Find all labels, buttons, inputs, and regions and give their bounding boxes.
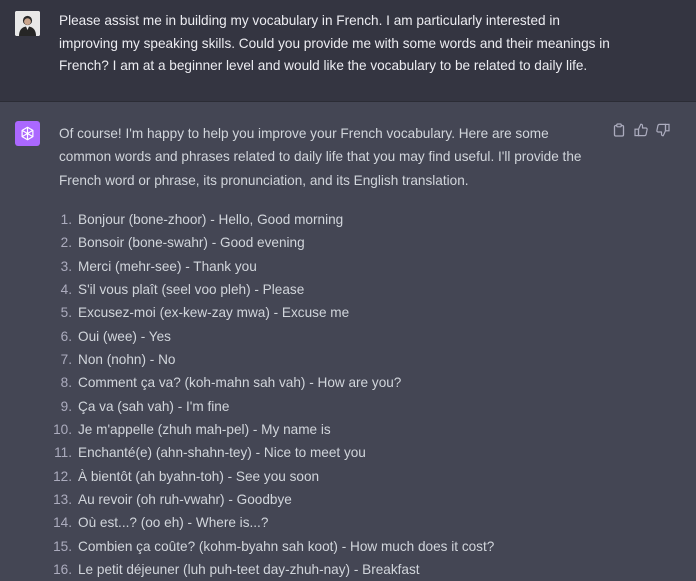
list-item-number: 2.	[60, 235, 72, 251]
user-message-text: Please assist me in building my vocabulary in French. I am particularly interested in improving my speaking skills. Could you provide me with some words and their meanings in French? I am at a beginner level and would like the vocabulary to be related to daily life.	[59, 13, 610, 73]
assistant-intro-text: Of course! I'm happy to help you improve your French vocabulary. Here are some common words and phrases related to daily life that you may find useful. I'll provide the French word or phrase, its pronunciation, and its English translation.	[59, 126, 582, 188]
list-item-text: Ça va (sah vah) - I'm fine	[78, 398, 230, 414]
list-item-number: 10.	[53, 421, 72, 437]
list-item-number: 15.	[53, 538, 72, 554]
list-item-number: 1.	[60, 212, 72, 227]
list-item-text: Excusez-moi (ex-kew-zay mwa) - Excuse me	[78, 305, 350, 321]
assistant-message	[0, 102, 696, 580]
user-avatar	[15, 11, 40, 36]
list-item-number: 5.	[60, 305, 72, 321]
list-item-text: Bonsoir (bone-swahr) - Good evening	[78, 235, 305, 251]
openai-logo-glyph	[19, 125, 36, 142]
message-actions	[611, 122, 671, 138]
user-message	[0, 0, 696, 102]
list-item-number: 4.	[60, 281, 72, 297]
list-item-text: Comment ça va? (koh-mahn sah vah) - How are you?	[78, 375, 402, 391]
list-item-text: Combien ça coûte? (kohm-byahn sah koot) - How much does it cost?	[78, 538, 495, 554]
list-item-text: Au revoir (oh ruh-vwahr) - Goodbye	[78, 491, 292, 507]
list-item-text: Enchanté(e) (ahn-shahn-tey) - Nice to meet you	[78, 445, 366, 461]
list-item-number: 14.	[53, 515, 72, 531]
list-item-text: Merci (mehr-see) - Thank you	[78, 258, 257, 274]
list-item-text: S'il vous plaît (seel voo pleh) - Please	[78, 281, 305, 297]
list-item-number: 9.	[60, 398, 72, 414]
list-item-number: 7.	[60, 351, 72, 367]
clipboard-icon[interactable]	[611, 122, 627, 138]
list-item-text: À bientôt (ah byahn-toh) - See you soon	[78, 468, 320, 484]
list-item-text: Le petit déjeuner (luh puh-teet day-zhuh-nay) - Breakfast	[78, 561, 420, 577]
list-item-number: 11.	[54, 445, 72, 461]
list-item-number: 16.	[53, 561, 72, 577]
thumbs-down-icon[interactable]	[655, 122, 671, 138]
user-avatar-icon	[15, 11, 40, 36]
openai-logo-icon	[15, 121, 40, 146]
list-item-number: 12.	[53, 468, 72, 484]
list-item-number: 13.	[53, 491, 72, 507]
list-item-text: Où est...? (oo eh) - Where is...?	[78, 515, 269, 531]
list-item-text: Non (nohn) - No	[78, 351, 176, 367]
list-item-number: 3.	[60, 258, 72, 274]
list-item-text: Je m'appelle (zhuh mah-pel) - My name is	[78, 421, 331, 437]
list-item-text: Oui (wee) - Yes	[78, 328, 171, 344]
thumbs-up-icon[interactable]	[633, 122, 649, 138]
list-item-text: Bonjour (bone-zhoor) - Hello, Good morning	[78, 212, 344, 227]
list-item-number: 8.	[60, 375, 72, 391]
list-item-number: 6.	[60, 328, 72, 344]
